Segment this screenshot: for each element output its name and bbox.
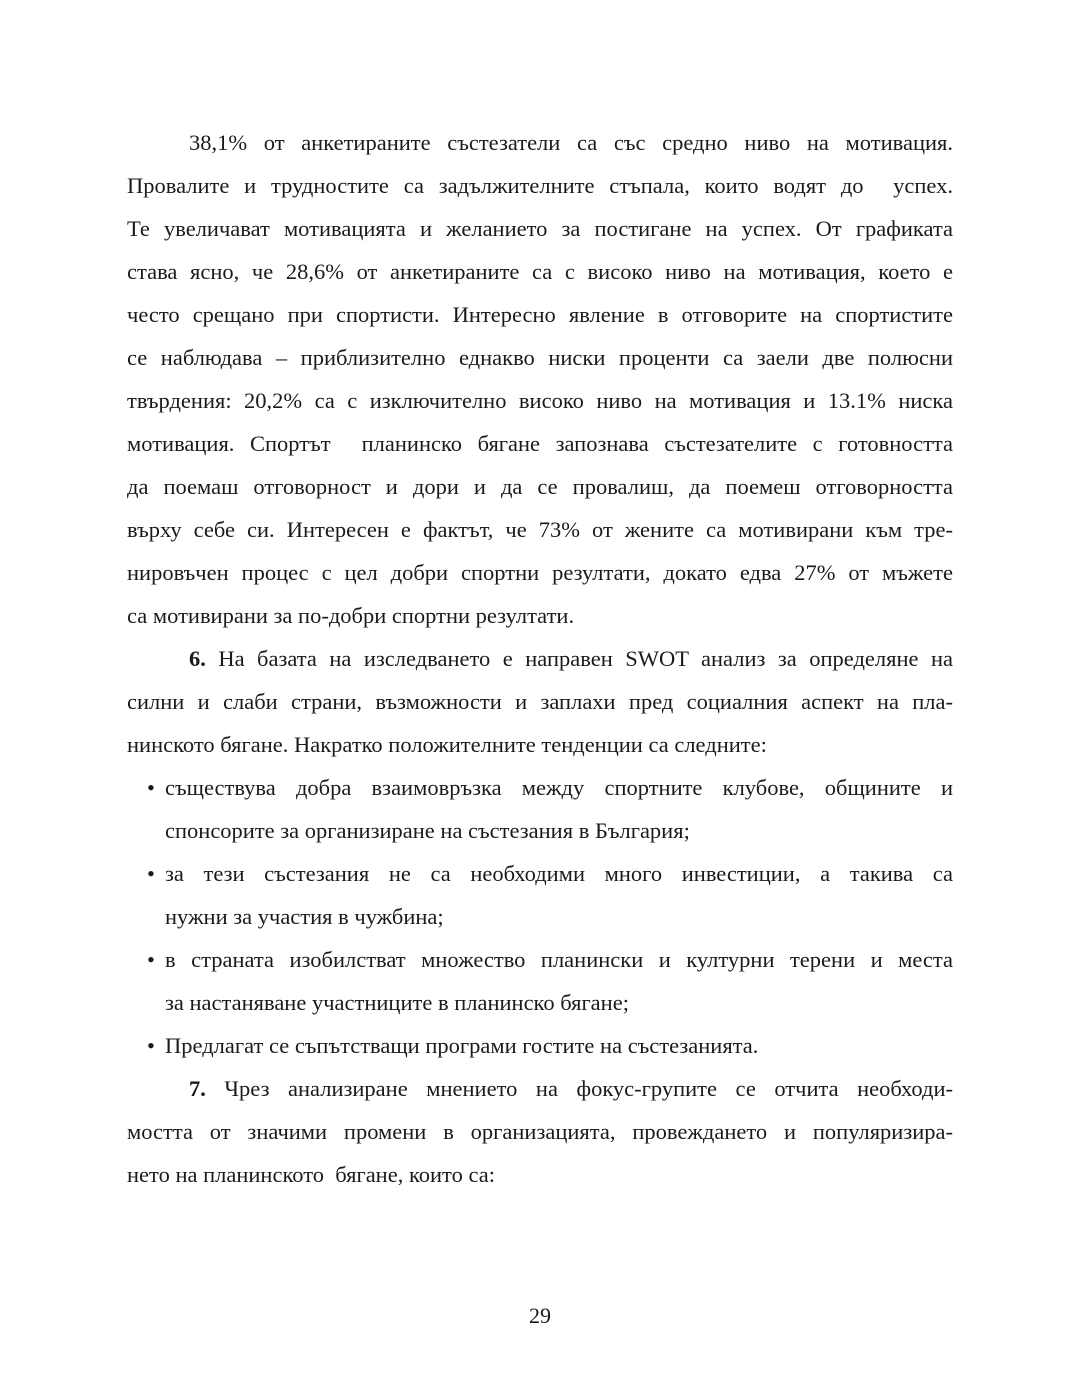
text-line: 38,1% от анкетираните състезатели са със средно ниво на мотивация.: [189, 130, 953, 155]
paragraph: [127, 637, 953, 766]
text-line: 7. Чрез анализиране мнението на фокус-групите се отчита необходи-: [189, 1076, 953, 1101]
page-text: [127, 121, 953, 1196]
text-line: нинското бягане. Накратко положителните тенденции са следните:: [127, 732, 767, 757]
paragraph: [127, 121, 953, 637]
text-line: да поемаш отговорност и дори и да се провалиш, да поемеш отговорността: [127, 474, 953, 499]
bullet-marker-icon: •: [147, 1033, 155, 1058]
text-line: твърдения: 20,2% са с изключително високо ниво на мотивация и 13.1% ниска: [127, 388, 953, 413]
text-line: Предлагат се съпътстващи програми гостите на състезанията.: [165, 1033, 759, 1058]
bullet-item: [127, 852, 953, 938]
text-line: в страната изобилстват множество планински и културни терени и места: [165, 947, 953, 972]
item-number: 7.: [189, 1076, 206, 1101]
text-line: спонсорите за организиране на състезания в България;: [165, 818, 690, 843]
text-line: за тези състезания не са необходими много инвестиции, а такива са: [165, 861, 953, 886]
text-line: става ясно, че 28,6% от анкетираните са с високо ниво на мотивация, което е: [127, 259, 953, 284]
bullet-item: [127, 766, 953, 852]
text-line: нето на планинското бягане, които са:: [127, 1162, 495, 1187]
text-line: често срещано при спортисти. Интересно явление в отговорите на спортистите: [127, 302, 953, 327]
bullet-marker-icon: •: [147, 861, 155, 886]
text-line: мостта от значими промени в организацията, провеждането и популяризира-: [127, 1119, 953, 1144]
bullet-item: [127, 1024, 953, 1067]
text-line: за настаняване участниците в планинско бягане;: [165, 990, 629, 1015]
item-number: 6.: [189, 646, 206, 671]
text-line: са мотивирани за по-добри спортни резултати.: [127, 603, 575, 628]
text-line: Те увеличават мотивацията и желанието за постигане на успех. От графиката: [127, 216, 953, 241]
text-line: нужни за участия в чужбина;: [165, 904, 444, 929]
text-line: съществува добра взаимовръзка между спортните клубове, общините и: [165, 775, 953, 800]
text-line: силни и слаби страни, възможности и заплахи пред социалния аспект на пла-: [127, 689, 953, 714]
page-number: 29: [529, 1303, 551, 1328]
text-line: мотивация. Спортът планинско бягане запознава състезателите с готовността: [127, 431, 953, 456]
bullet-marker-icon: •: [147, 775, 155, 800]
text-line: върху себе си. Интересен е фактът, че 73% от жените са мотивирани към тре-: [127, 517, 953, 542]
bullet-item: [127, 938, 953, 1024]
text-line: 6. На базата на изследването е направен SWOT анализ за определяне на: [189, 646, 953, 671]
text-line: се наблюдава – приблизително еднакво ниски проценти са заели две полюсни: [127, 345, 953, 370]
text-line: Провалите и трудностите са задължителните стъпала, които водят до успех.: [127, 173, 953, 198]
paragraph: [127, 1067, 953, 1196]
bullet-marker-icon: •: [147, 947, 155, 972]
text-line: нировъчен процес с цел добри спортни резултати, докато едва 27% от мъжете: [127, 560, 953, 585]
